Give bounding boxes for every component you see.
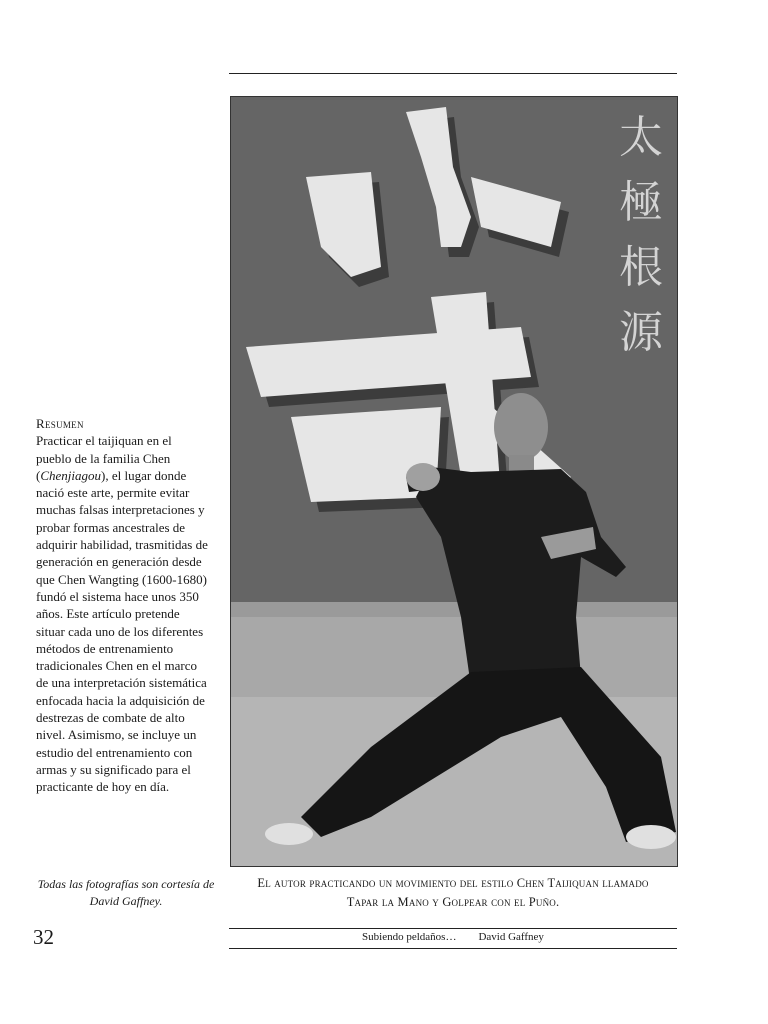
calligraphy-char-3: 根 [619, 242, 663, 293]
abstract-body [36, 432, 208, 795]
photo-caption [232, 874, 674, 912]
footer-author: David Gaffney [478, 931, 544, 943]
abstract-title: Resumen [36, 416, 84, 431]
footer-rule-bottom [229, 948, 677, 949]
step [231, 602, 677, 617]
running-footer [229, 931, 677, 943]
abstract [36, 415, 208, 796]
calligraphy-char-2: 極 [619, 177, 663, 228]
photo-illustration [231, 97, 677, 866]
photo-credit: Todas las fotografías son cortesía de David Gaffney. [37, 877, 215, 908]
caption-line-2: Tapar la Mano y Golpear con el Puño. [346, 895, 560, 909]
top-rule [229, 73, 677, 74]
page-number: 32 [33, 925, 54, 949]
footer-title: Subiendo peldaños… [362, 931, 457, 943]
article-photo [230, 96, 678, 867]
calligraphy-char-1: 太 [619, 112, 663, 163]
abstract-text-end: ), el lugar donde nació este arte, permite evitar muchas falsas interpretaciones y probar formas ancestrales de adquirir habilidad, trasmitidas de generación en generación desde que Chen Wangting (1600-1680) fundó el sistema hace unos 350 años. Este artículo pretende situar cada uno de los diferentes métodos de entrenamiento tradicionales Chen en el marco de una interpretación sistemática enfocada hacia la adquisición de destrezas de combate de alto nivel. Asimismo, se incluye un estudio del entrenamiento con armas y su significado para el practicante de hoy en día. [36, 467, 208, 795]
footer-rule-top [229, 928, 677, 929]
calligraphy-char-4: 源 [619, 307, 663, 358]
abstract-text-italic: Chenjiagou [40, 467, 102, 483]
abstract-text-start: Practicar el taijiquan en el pueblo de la familia Chen ( [36, 433, 172, 483]
caption-line-1: El autor practicando un movimiento del estilo Chen Taijiquan llamado [257, 876, 649, 890]
